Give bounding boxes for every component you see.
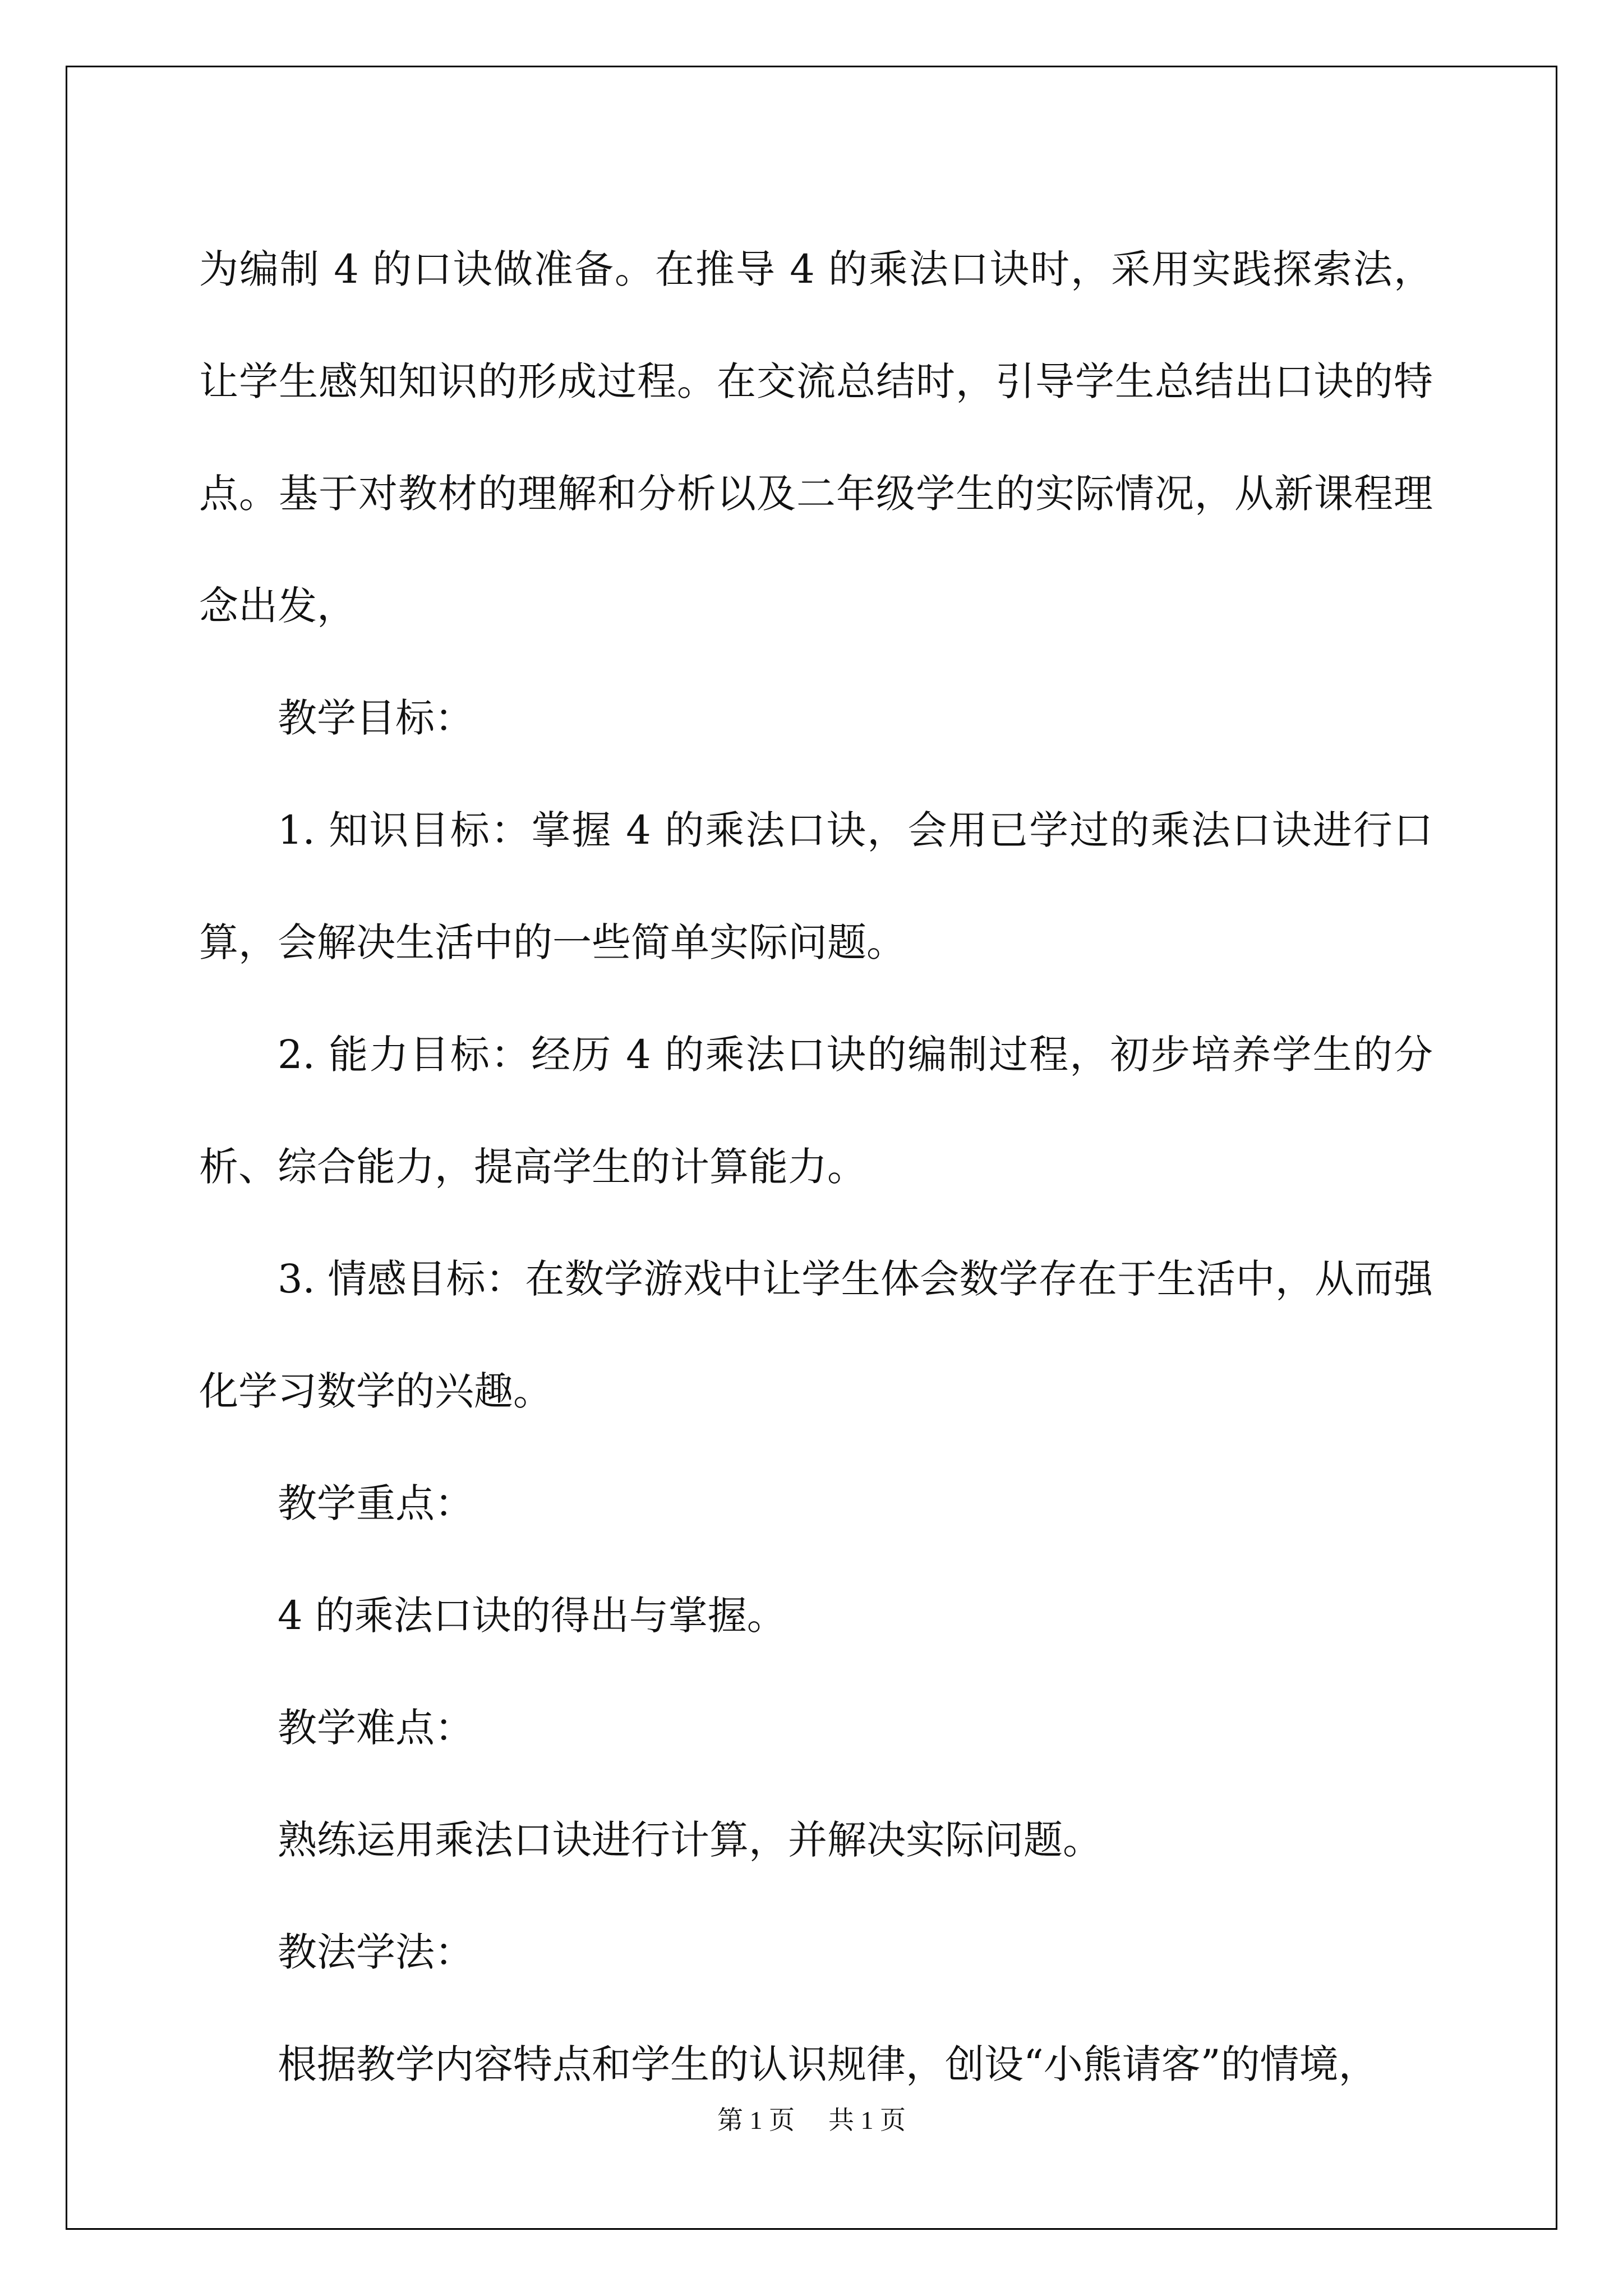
key-point-text: 4 的乘法口诀的得出与掌握。 — [278, 1593, 786, 1639]
goal-ability: 2. 能力目标：经历 4 的乘法口诀的编制过程，初步培养学生的分析、综合能力，提高学生的计算能力。 — [199, 1032, 1433, 1190]
document-body — [199, 213, 1433, 2120]
heading-methods: 教法学法： — [278, 1929, 474, 1975]
heading-teaching-goals: 教学目标： — [278, 695, 474, 741]
goal-emotion: 3. 情感目标：在数学游戏中让学生体会数学存在于生活中，从而强化学习数学的兴趣。 — [199, 1256, 1433, 1414]
page-footer — [0, 2100, 1623, 2137]
heading-key-points: 教学重点： — [278, 1480, 474, 1526]
page-number: 第 1 页 — [717, 2106, 795, 2134]
page-total: 共 1 页 — [828, 2106, 906, 2134]
goal-knowledge: 1. 知识目标：掌握 4 的乘法口诀，会用已学过的乘法口诀进行口算，会解决生活中的一些简单实际问题。 — [199, 807, 1433, 965]
paragraph-intro: 为编制 4 的口诀做准备。在推导 4 的乘法口诀时，采用实践探索法，让学生感知知识的形成过程。在交流总结时，引导学生总结出口诀的特点。基于对教材的理解和分析以及二年级学生的实际情况，从新课程理念出发， — [199, 246, 1433, 629]
difficulty-text: 熟练运用乘法口诀进行计算，并解决实际问题。 — [278, 1817, 1102, 1863]
heading-difficulties: 教学难点： — [278, 1705, 474, 1751]
methods-text: 根据教学内容特点和学生的认识规律，创设“小熊请客”的情境， — [278, 2041, 1378, 2087]
